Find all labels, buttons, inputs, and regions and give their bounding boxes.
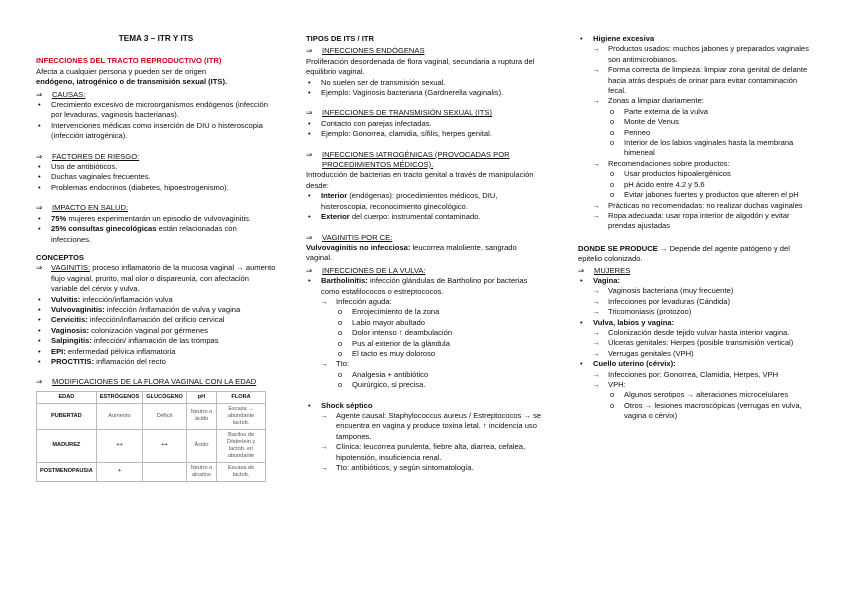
list-item: • Vaginosis: colonización vaginal por gérmenes — [38, 325, 209, 335]
list-item: → Agente causal: Staphylococcus aureus / Estreptococos → se encuentra en vagina y produce toxina letal. ↑ incidencia uso tampones. — [320, 411, 542, 441]
list-item: → Verrugas genitales (VPH) — [592, 348, 694, 358]
bullet-icon: • — [38, 120, 41, 130]
list-item: • Ejemplo: Vaginosis bacteriana (Gardnerella vaginalis). — [308, 88, 504, 98]
arrow-icon: ⇒ — [306, 149, 313, 159]
list-item: → Tto: — [320, 359, 350, 369]
table-header-row: EDAD ESTRÓGENOS GLUCÓGENO pH FLORA — [37, 391, 266, 403]
arrow-right-icon: → — [592, 200, 600, 210]
circle-bullet-icon: o — [338, 380, 343, 390]
list-item: • Cervicitis: infección/inflamación del orificio cervical — [38, 315, 225, 325]
circle-bullet-icon: o — [610, 400, 615, 410]
list-item: o Otros → lesiones macroscópicas (verrugas en vulva, vagina o cérvix) — [610, 400, 802, 421]
list-item: → Zonas a limpiar diariamente: — [592, 96, 704, 106]
iatrogenicas-text: Introducción de bacterias en tracto genital a través de manipulación desde: — [306, 170, 534, 190]
table-row: MADUREZ ++ ++ Ácido Bacilos de Döderlein y lactob. en abundante — [37, 429, 266, 462]
conceptos-heading: CONCEPTOS — [36, 252, 84, 262]
list-item: o Algunos serotipos → alteraciones microcelulares — [610, 390, 789, 400]
arrow-right-icon: → — [592, 338, 600, 348]
bullet-icon: • — [308, 88, 311, 98]
arrow-icon: ⇒ — [36, 377, 43, 387]
list-item: → Ropa adecuada: usar ropa interior de algodón y evitar prendas ajustadas — [592, 210, 790, 231]
list-item: o Analgesia + antibiótico — [338, 369, 429, 379]
bullet-icon: • — [308, 212, 311, 222]
list-item: o Dolor intenso ↑ deambulación — [338, 328, 453, 338]
list-item: • Salpingitis: infección/ inflamación de las trompas — [38, 336, 219, 346]
arrow-icon: ⇒ — [306, 232, 313, 242]
arrow-right-icon: → — [592, 158, 600, 168]
vulva-labios-heading: • Vulva, labios y vagina: — [580, 317, 675, 327]
circle-bullet-icon: o — [610, 127, 615, 137]
arrow-icon: ⇒ — [578, 265, 585, 275]
circle-bullet-icon: o — [338, 317, 343, 327]
bullet-icon: • — [38, 224, 41, 234]
circle-bullet-icon: o — [338, 348, 343, 358]
arrow-right-icon: → — [592, 296, 600, 306]
list-item: → Vaginosis bacteriana (muy frecuente) — [592, 286, 734, 296]
circle-bullet-icon: o — [610, 390, 615, 400]
list-item: → Infección aguda: — [320, 296, 392, 306]
cuello-heading: • Cuello uterino (cérvix): — [580, 359, 676, 369]
mujeres-heading: ⇒ MUJERES — [578, 265, 631, 275]
list-item: • Duchas vaginales frecuentes. — [38, 172, 151, 182]
list-item: • Vulvitis: infección/inflamación vulva — [38, 294, 173, 304]
bullet-icon: • — [38, 346, 41, 356]
vulva-heading: ⇒ INFECCIONES DE LA VULVA: — [306, 265, 426, 275]
endogenas-heading: ⇒ INFECCIONES ENDÓGENAS — [306, 46, 425, 56]
donde-se-produce: DONDE SE PRODUCE → Depende del agente patógeno y del epitelio colonizado. — [578, 243, 790, 264]
arrow-right-icon: → — [592, 96, 600, 106]
list-item: → Infecciones por levaduras (Cándida) — [592, 296, 730, 306]
list-item: o Quirúrgico, si precisa. — [338, 380, 426, 390]
list-item: → Tto: antibióticos, y según sintomatología. — [320, 463, 474, 473]
list-item: → Colonización desde tejido vulvar hasta interior vagina. — [592, 327, 790, 337]
list-item: • 75% mujeres experimentarán un episodio de vulvovaginitis. — [38, 213, 252, 223]
circle-bullet-icon: o — [338, 307, 343, 317]
arrow-right-icon: → — [592, 307, 600, 317]
list-item: • PROCTITIS: inflamación del recto — [38, 356, 166, 366]
bullet-icon: • — [38, 182, 41, 192]
circle-bullet-icon: o — [338, 328, 343, 338]
list-item: o Enrojecimiento de la zona — [338, 307, 440, 317]
circle-bullet-icon: o — [338, 338, 343, 348]
higiene-heading: • Higiene excesiva — [580, 34, 655, 43]
arrow-right-icon: → — [592, 44, 600, 54]
list-item: • Uso de antibióticos. — [38, 162, 118, 172]
arrow-right-icon: → — [320, 442, 328, 452]
circle-bullet-icon: o — [610, 138, 615, 148]
bullet-icon: • — [308, 129, 311, 139]
list-item: → Infecciones por: Gonorrea, Clamidia, Herpes, VPH — [592, 369, 779, 379]
arrow-right-icon: → — [592, 380, 600, 389]
bullet-icon: • — [580, 275, 583, 285]
shock-heading: • Shock séptico — [308, 400, 373, 410]
intro-text: Afecta a cualquier persona y pueden ser de origen — [36, 66, 207, 76]
vagina-heading: • Vagina: — [580, 275, 621, 285]
list-item: o Evitar jabones fuertes y productos que alteren el pH — [610, 190, 799, 200]
vaginitis-ce-text: Vulvovaginitis no infecciosa: leucorrea maloliente, sangrado vaginal. — [306, 242, 517, 263]
bullet-icon: • — [580, 317, 583, 327]
list-item: → VPH: — [592, 380, 626, 389]
arrow-icon: ⇒ — [306, 265, 313, 275]
list-item: • Exterior del cuerpo: instrumental contaminado. — [308, 212, 481, 222]
circle-bullet-icon: o — [338, 369, 343, 379]
list-item: • 25% consultas ginecológicas están relacionadas con infecciones. — [38, 224, 237, 244]
arrow-right-icon: → — [592, 369, 600, 379]
list-item: • Vulvovaginitis: infección /inflamación de vulva y vagina — [38, 304, 241, 314]
list-item: • Intervenciones médicas como inserción de DIU o histeroscopia (infección iatrogénica). — [38, 120, 263, 141]
arrow-icon: ⇒ — [36, 203, 43, 213]
list-item: o Usar productos hipoalergénicos — [610, 169, 731, 179]
circle-bullet-icon: o — [610, 179, 615, 189]
bullet-icon: • — [308, 77, 311, 87]
factores-heading: ⇒ FACTORES DE RIESGO: — [36, 151, 140, 161]
page-title: TEMA 3 – ITR Y ITS — [118, 34, 194, 43]
arrow-icon: ⇒ — [36, 89, 43, 99]
list-item: o Parte externa de la vulva — [610, 106, 709, 116]
endogenas-text: Proliferación desordenada de flora vaginal, secundaria a ruptura del equilibrio vaginal. — [306, 56, 535, 77]
vaginitis-item: ⇒ VAGINITIS: proceso inflamatorio de la mucosa vaginal → aumento flujo vaginal, prurito, mal olor o dispareunia, con afectación variable del cérvix y vulva. — [36, 263, 276, 294]
list-item: → Úlceras genitales: Herpes (posible transmisión vertical) — [592, 338, 794, 348]
list-item: o Interior de los labios vaginales hasta la membrana himeneal — [610, 138, 794, 158]
bullet-icon: • — [38, 213, 41, 223]
list-item: • Crecimiento excesivo de microorganismos endógenos (infección por levaduras, vaginosis bacterianas). — [38, 100, 268, 120]
impacto-heading: ⇒ IMPACTO EN SALUD: — [36, 203, 129, 213]
column-3 — [578, 34, 816, 422]
iatrogenicas-heading: ⇒ INFECCIONES IATROGÉNICAS (PROVOCADAS POR PROCEDIMIENTOS MÉDICOS). — [306, 149, 510, 170]
arrow-right-icon: → — [592, 65, 600, 75]
arrow-icon: ⇒ — [306, 46, 313, 56]
list-item: • Interior (endógenas): procedimientos médicos, DIU, histeroscopia, reconocimiento ginecológico. — [308, 191, 498, 211]
list-item: o Monte de Venus — [610, 117, 679, 127]
arrow-right-icon: → — [592, 327, 600, 337]
list-item: o Perineo — [610, 127, 651, 137]
list-item: → Productos usados: muchos jabones y preparados vaginales son antimicrobianos. — [592, 44, 809, 64]
table-row: POSTMENOPAUSIA + Neutro o alcalino Escasa de lactob. — [37, 462, 266, 481]
causas-heading: ⇒ CAUSAS: — [36, 89, 86, 99]
list-item: • EPI: enfermedad pélvica inflamatoria — [38, 346, 176, 356]
arrow-right-icon: → — [320, 296, 328, 306]
arrow-icon: ⇒ — [306, 108, 313, 118]
column-1 — [36, 34, 276, 482]
circle-bullet-icon: o — [610, 169, 615, 179]
arrow-icon: ⇒ — [36, 151, 43, 161]
bullet-icon: • — [38, 304, 41, 314]
list-item: o El tacto es muy doloroso — [338, 348, 436, 358]
list-item: → Recomendaciones sobre productos: — [592, 158, 730, 168]
bullet-icon: • — [38, 325, 41, 335]
list-item: • Problemas endocrinos (diabetes, hipoestrogenismo). — [38, 182, 229, 192]
bullet-icon: • — [38, 336, 41, 346]
its-heading: ⇒ INFECCIONES DE TRANSMISIÓN SEXUAL (ITS) — [306, 108, 493, 118]
itr-heading: INFECCIONES DEL TRACTO REPRODUCTIVO (ITR) — [36, 56, 222, 66]
list-item: → Forma correcta de limpieza: limpiar zona genital de delante hacia atrás después de orinar para evitar contaminación fecal. — [592, 65, 808, 96]
vaginitis-ce-heading: ⇒ VAGINITIS POR CE: — [306, 232, 393, 242]
bullet-icon: • — [308, 118, 311, 128]
arrow-right-icon: → — [320, 359, 328, 369]
circle-bullet-icon: o — [610, 117, 615, 127]
bullet-icon: • — [38, 294, 41, 304]
intro-bold-text: endógeno, iatrogénico o de transmisión sexual (ITS). — [36, 77, 228, 87]
list-item: • No suelen ser de transmisión sexual. — [308, 77, 446, 87]
circle-bullet-icon: o — [610, 106, 615, 116]
list-item: → Prácticas no recomendadas: no realizar duchas vaginales — [592, 200, 803, 210]
bullet-icon: • — [308, 191, 311, 201]
arrow-right-icon: → — [320, 463, 328, 473]
arrow-icon: ⇒ — [36, 263, 43, 273]
list-item: o Labio mayor abultado — [338, 317, 426, 327]
list-item: o pH ácido entre 4.2 y 5.6 — [610, 179, 705, 189]
list-item: o Pus al exterior de la glándula — [338, 338, 450, 348]
list-item: • Ejemplo: Gonorrea, clamidia, sífilis, herpes genital. — [308, 129, 492, 139]
list-item: → Tricomoniasis (protozoo) — [592, 307, 692, 317]
arrow-right-icon: → — [592, 210, 600, 220]
bullet-icon: • — [38, 315, 41, 325]
column-2 — [306, 34, 544, 473]
flora-table — [36, 391, 266, 482]
modificaciones-heading: ⇒ MODIFICACIONES DE LA FLORA VAGINAL CON LA EDAD — [36, 377, 257, 387]
bullet-icon: • — [308, 276, 311, 286]
table-row: PUBERTAD Aumento Déficit Neutro o ácido Escasa → abundante lactob. — [37, 403, 266, 429]
bullet-icon: • — [580, 34, 583, 43]
bullet-icon: • — [38, 100, 41, 110]
arrow-right-icon: → — [592, 348, 600, 358]
arrow-right-icon: → — [592, 286, 600, 296]
tipos-heading: TIPOS DE ITS / ITR — [306, 34, 374, 43]
bullet-icon: • — [38, 162, 41, 172]
list-item: • Bartholinitis: infección glándulas de Bartholino por bacterias como estafilococos o estreptococos. — [308, 276, 528, 296]
list-item: • Contacto con parejas infectadas. — [308, 118, 432, 128]
bullet-icon: • — [580, 359, 583, 369]
list-item: → Clínica: leucorrea purulenta, fiebre alta, diarrea, cefalea, hipotensión, insuficiencia renal. — [320, 442, 526, 462]
bullet-icon: • — [38, 172, 41, 182]
bullet-icon: • — [308, 400, 311, 410]
bullet-icon: • — [38, 356, 41, 366]
circle-bullet-icon: o — [610, 190, 615, 200]
arrow-right-icon: → — [320, 411, 328, 420]
